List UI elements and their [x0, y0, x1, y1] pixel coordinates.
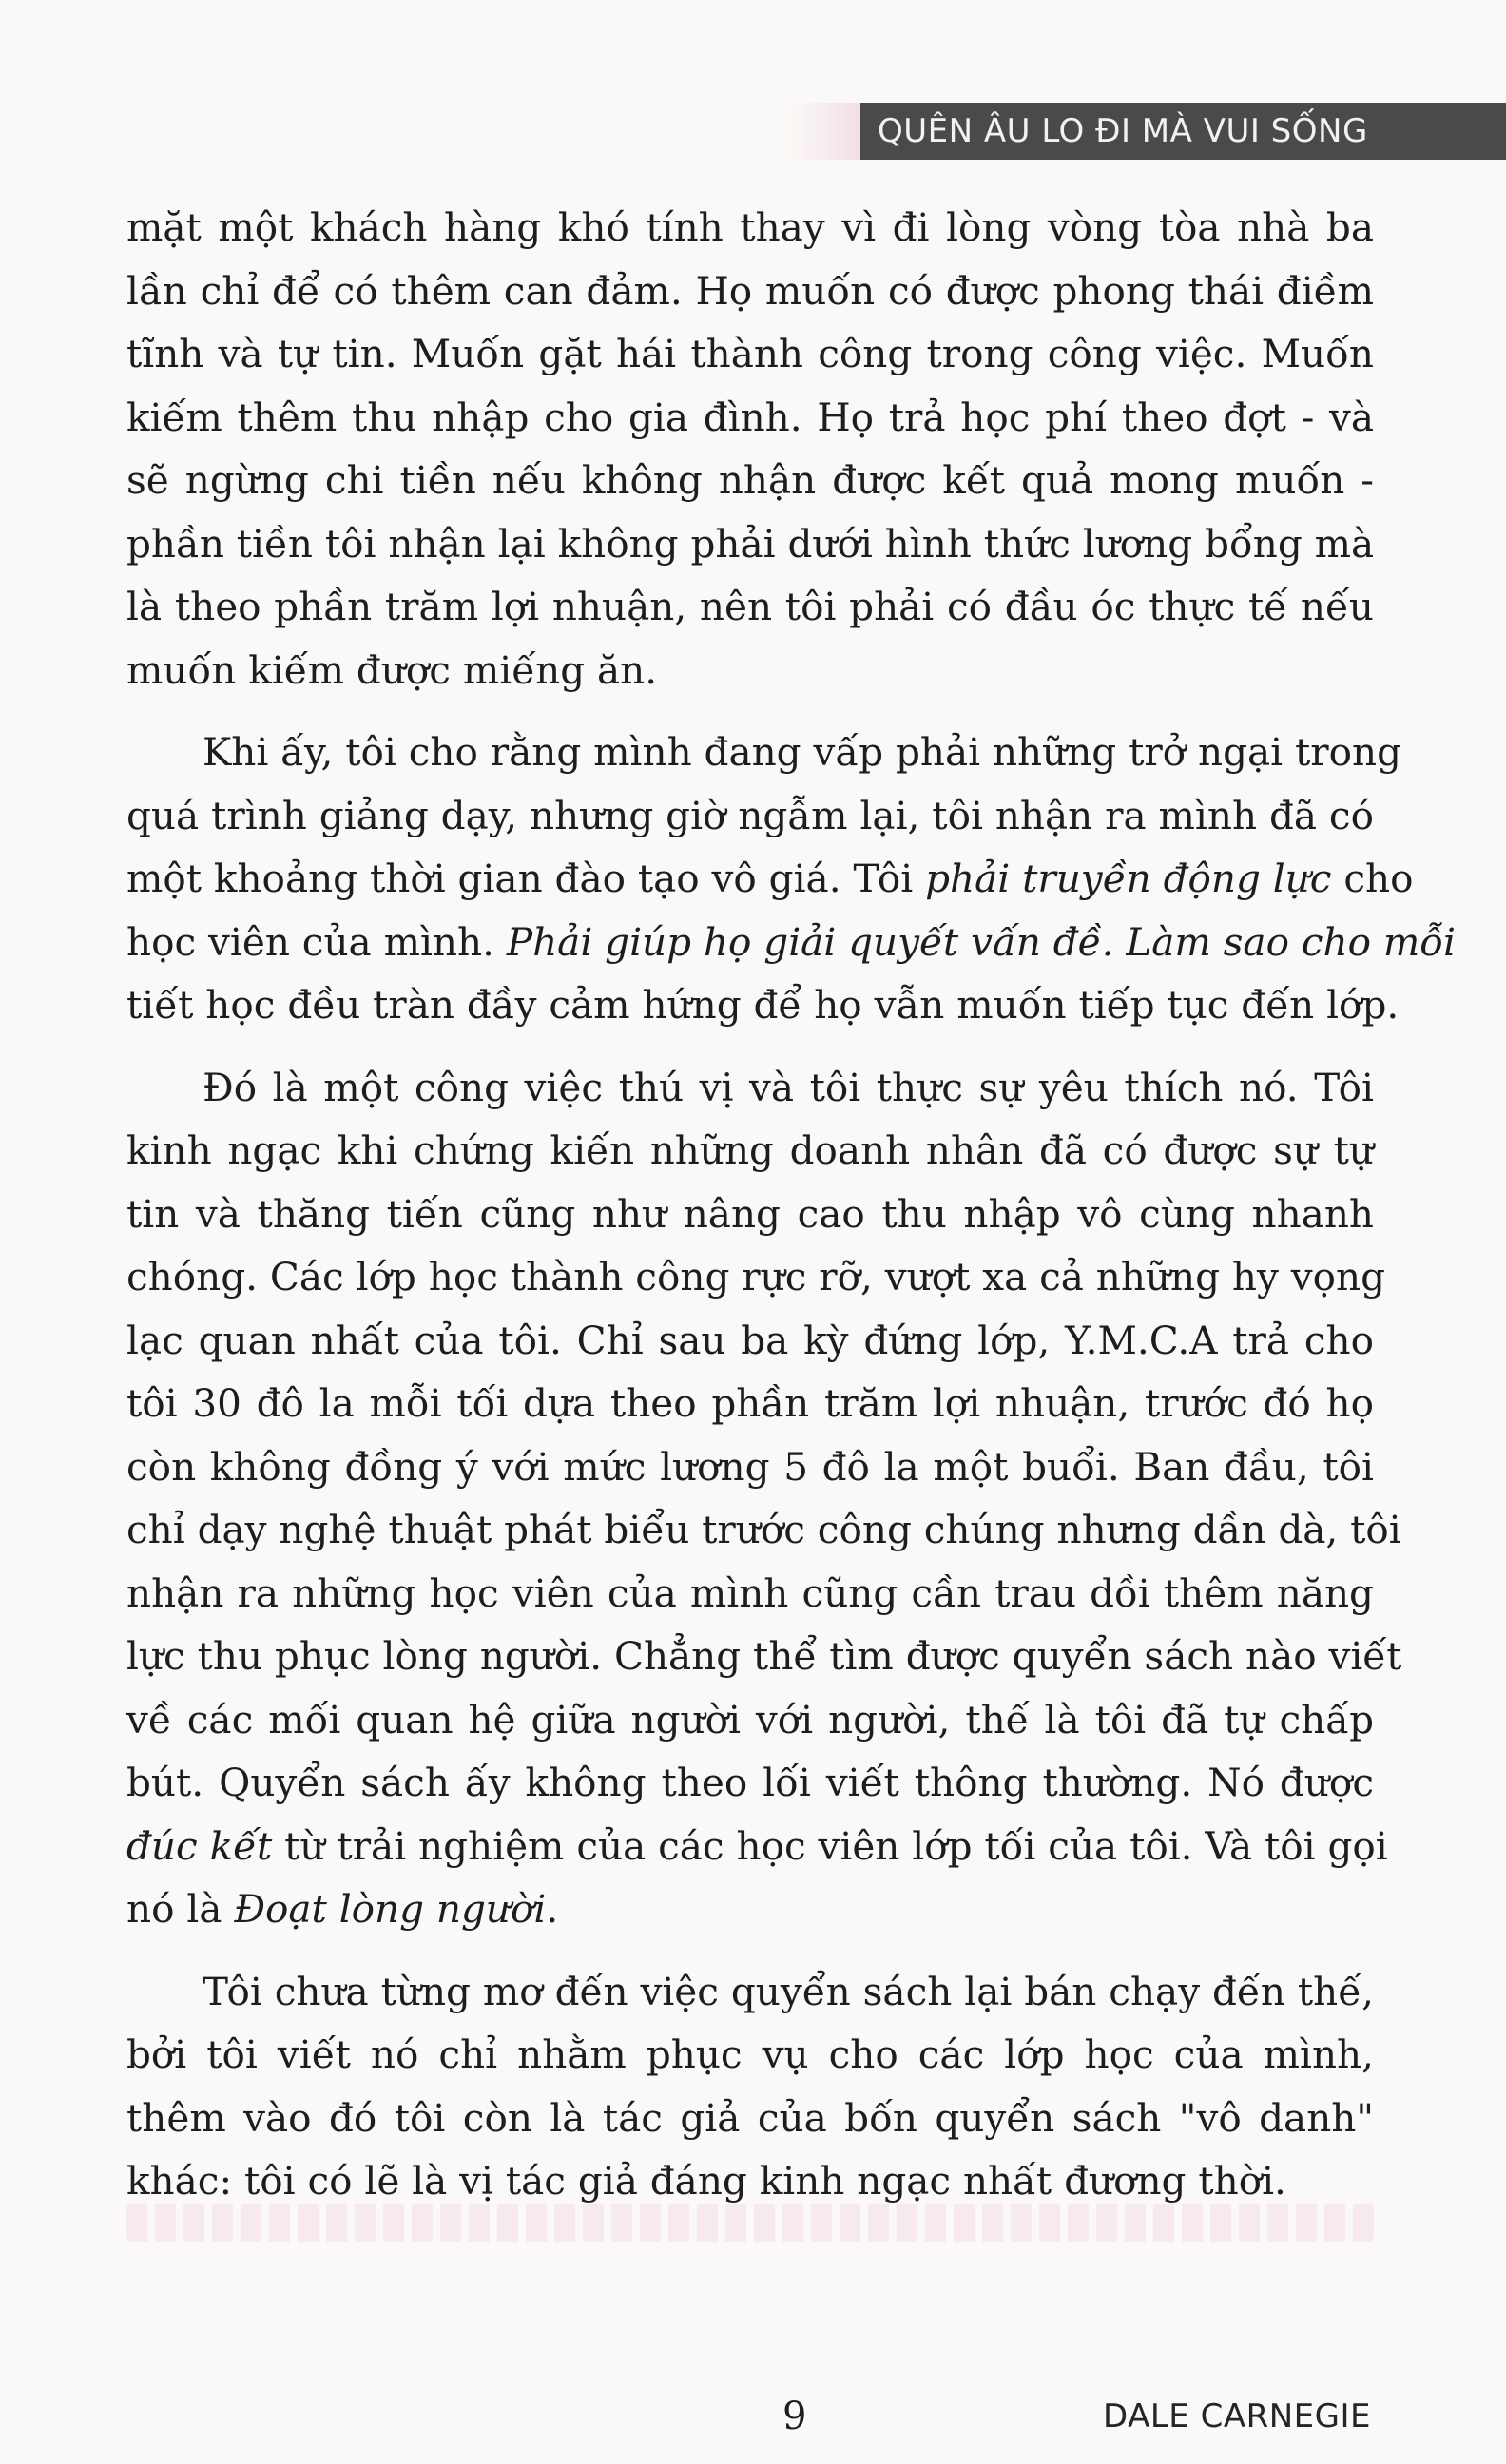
text-run: nó là	[126, 1886, 235, 1932]
text-line: sẽ ngừng chi tiền nếu không nhận được kết quả mong muốn -	[126, 457, 1374, 503]
header-fade	[789, 103, 860, 160]
text-line: tiết học đều tràn đầy cảm hứng để họ vẫn muốn tiếp tục đến lớp.	[126, 982, 1400, 1028]
body-text	[126, 196, 1456, 2232]
italic-phrase: Đoạt lòng người	[234, 1886, 547, 1932]
text-line: quá trình giảng dạy, nhưng giờ ngẫm lại, tôi nhận ra mình đã có	[126, 792, 1374, 838]
italic-phrase: Phải giúp họ	[506, 918, 764, 965]
text-run: cho	[1331, 856, 1414, 901]
text-run: học viên của mình.	[126, 918, 507, 965]
text-line: thêm vào đó tôi còn là tác giả của bốn quyển sách "vô danh"	[126, 2094, 1374, 2141]
text-line	[126, 1877, 1374, 1941]
text-line: về các mối quan hệ giữa người với người, thế là tôi đã tự chấp	[126, 1696, 1374, 1742]
text-line	[126, 911, 1456, 974]
paragraph-1	[126, 196, 1374, 702]
running-header	[860, 103, 1506, 160]
text-line: tĩnh và tự tin. Muốn gặt hái thành công trong công việc. Muốn	[126, 331, 1374, 376]
text-run: .	[546, 1886, 559, 1932]
paragraph-4	[126, 1960, 1374, 2213]
footer-author: DALE CARNEGIE	[1103, 2397, 1371, 2435]
text-line: tôi 30 đô la mỗi tối dựa theo phần trăm lợi nhuận, trước đó họ	[126, 1380, 1374, 1426]
text-line: phần tiền tôi nhận lại không phải dưới hình thức lương bổng mà	[126, 520, 1375, 567]
text-run: từ trải nghiệm của các học viên lớp tối của tôi. Và tôi gọi	[272, 1822, 1388, 1869]
text-line: mặt một khách hàng khó tính thay vì đi lòng vòng tòa nhà ba	[126, 204, 1374, 250]
text-line: lần chỉ để có thêm can đảm. Họ muốn có được phong thái điềm	[126, 267, 1374, 314]
text-line: bút. Quyển sách ấy không theo lối viết thông thường. Nó được	[126, 1760, 1374, 1805]
text-run: một khoảng thời gian đào tạo vô giá. Tôi	[126, 856, 926, 901]
text-line: là theo phần trăm lợi nhuận, nên tôi phải có đầu óc thực tế nếu	[126, 584, 1374, 629]
text-line: tin và thăng tiến cũng như nâng cao thu nhập vô cùng nhanh	[126, 1190, 1374, 1237]
text-line	[126, 1815, 1388, 1878]
text-line: Tôi chưa từng mơ đến việc quyển sách lại bán chạy đến thế,	[203, 1968, 1374, 2014]
italic-phrase: phải truyền động lực	[925, 856, 1332, 901]
text-line: Đó là một công việc thú vị và tôi thực sự yêu thích nó. Tôi	[203, 1064, 1374, 1110]
text-line: khác: tôi có lẽ là vị tác giả đáng kinh ngạc nhất đương thời.	[126, 2158, 1286, 2204]
text-line: kinh ngạc khi chứng kiến những doanh nhân đã có được sự tự	[126, 1127, 1374, 1173]
paragraph-3	[126, 1056, 1402, 1941]
text-line: bởi tôi viết nó chỉ nhằm phục vụ cho các lớp học của mình,	[126, 2031, 1374, 2077]
text-line: nhận ra những học viên của mình cũng cần trau dồi thêm năng	[126, 1569, 1374, 1616]
italic-phrase: giải quyết vấn đề. Làm sao cho mỗi	[763, 918, 1456, 965]
text-line: còn không đồng ý với mức lương 5 đô la một buổi. Ban đầu, tôi	[126, 1443, 1374, 1490]
text-line: lạc quan nhất của tôi. Chỉ sau ba kỳ đứng lớp, Y.M.C.A trả cho	[126, 1317, 1374, 1363]
text-line: chóng. Các lớp học thành công rực rỡ, vượt xa cả những hy vọng	[126, 1254, 1386, 1299]
running-title: QUÊN ÂU LO ĐI MÀ VUI SỐNG	[878, 112, 1368, 150]
text-line: kiếm thêm thu nhập cho gia đình. Họ trả học phí theo đợt - và	[126, 394, 1374, 440]
text-line	[126, 847, 1414, 911]
text-line: Khi ấy, tôi cho rằng mình đang vấp phải những trở ngại trong	[203, 729, 1401, 775]
text-line: muốn kiếm được miếng ăn.	[126, 646, 658, 693]
paragraph-2	[126, 721, 1456, 1037]
text-line: chỉ dạy nghệ thuật phát biểu trước công chúng nhưng dần dà, tôi	[126, 1507, 1401, 1552]
italic-phrase: đúc kết	[126, 1822, 273, 1869]
page-number: 9	[782, 2395, 807, 2438]
bleed-through-text	[126, 2204, 1374, 2242]
text-line: lực thu phục lòng người. Chẳng thể tìm được quyển sách nào viết	[126, 1633, 1402, 1679]
